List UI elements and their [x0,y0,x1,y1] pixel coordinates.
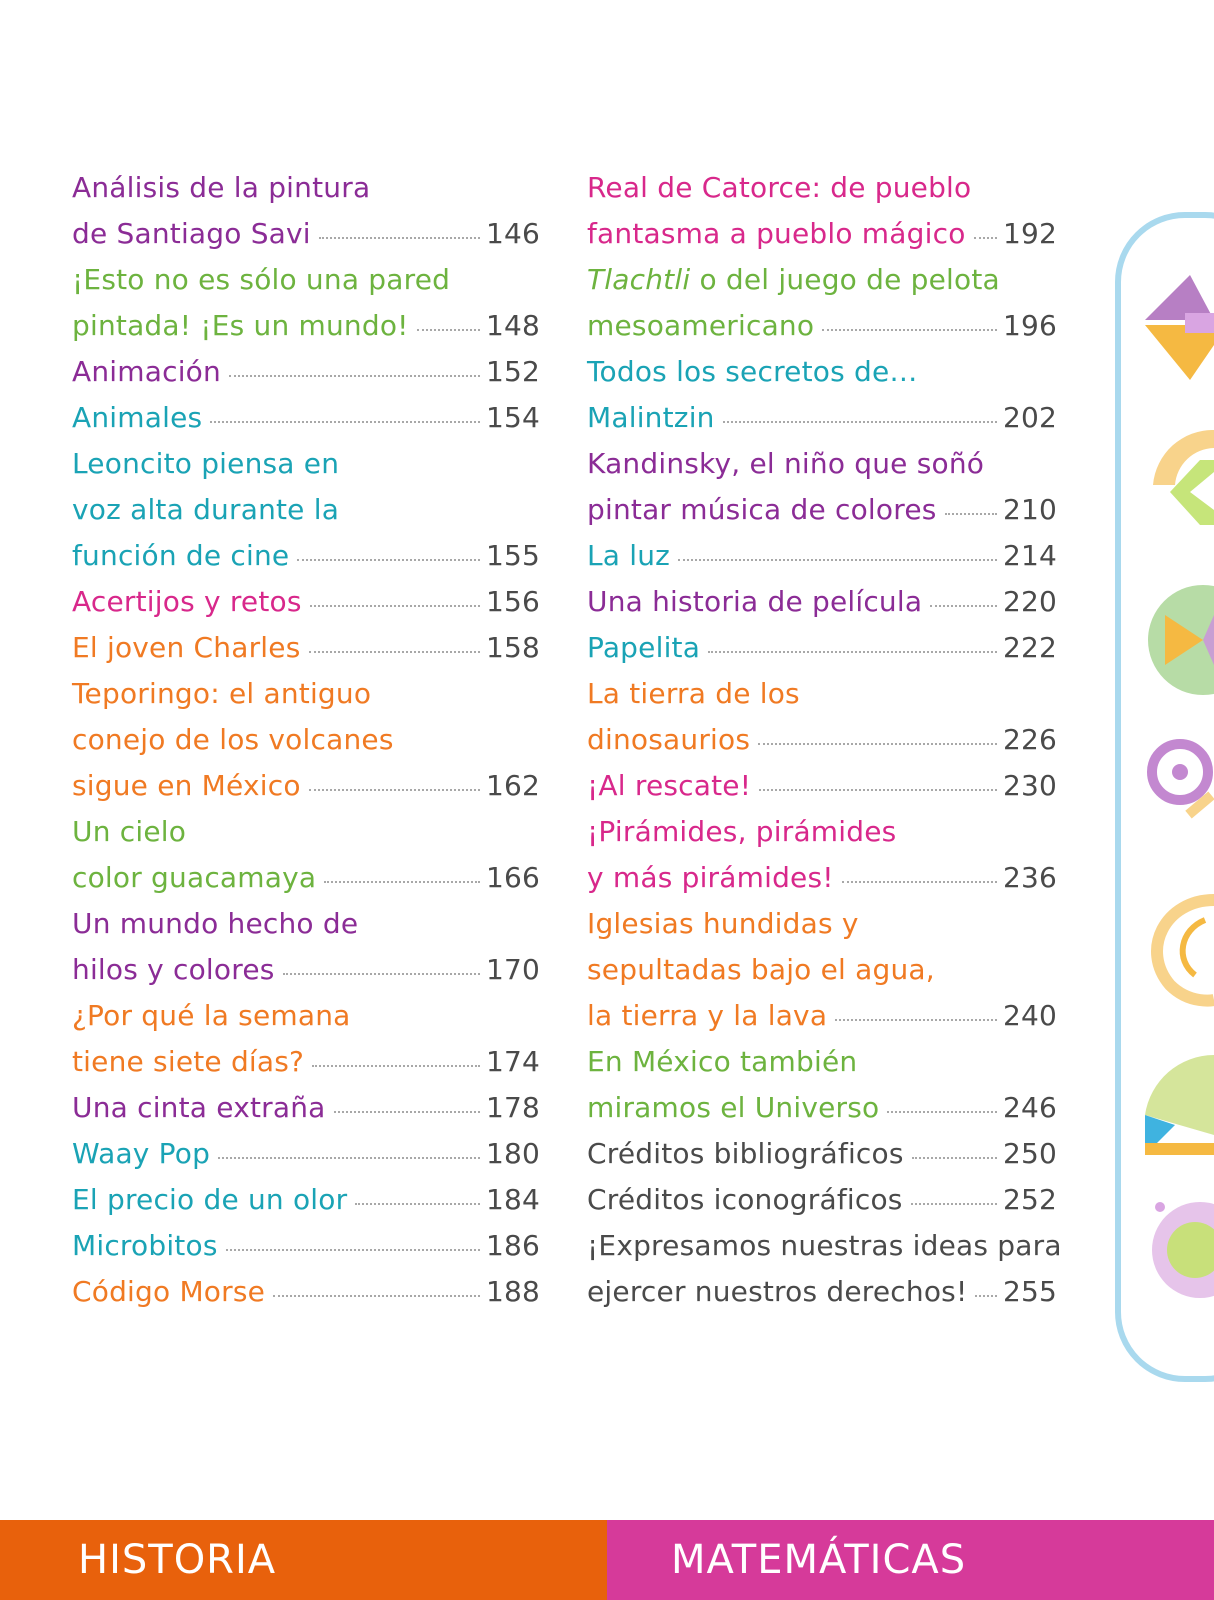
toc-entry-line [72,257,540,303]
dot-leader [723,421,997,423]
dot-leader [229,375,480,377]
toc-entry-title: Créditos iconográficos [587,1183,903,1216]
toc-entry-title: ¡Expresamos nuestras ideas para [587,1229,1062,1262]
toc-entry-title: mesoamericano [587,309,815,342]
toc-entry-title: dinosaurios [587,723,751,756]
toc-entry-line [72,763,540,809]
dot-leader [945,513,997,515]
footer-historia-label: HISTORIA [0,1520,607,1600]
toc-right-column [587,165,1062,1315]
dot-leader [309,789,480,791]
toc-entry-title: En México también [587,1045,858,1078]
toc-entry-title: Un cielo [72,815,187,848]
toc-entry-line [587,625,1057,671]
dot-leader [210,421,480,423]
toc-entry-line [72,993,540,1039]
toc-entry-line [72,441,540,487]
toc-entry-line [587,533,1057,579]
dot-leader [887,1111,997,1113]
toc-entry-line [587,1177,1057,1223]
toc-entry-line [72,165,540,211]
toc-page-number: 146 [485,217,540,250]
toc-entry-line [587,1039,1057,1085]
toc-entry-title: Análisis de la pintura [72,171,371,204]
dot-leader [974,237,997,239]
toc-page-number: 222 [1002,631,1057,664]
toc-page-number: 255 [1002,1275,1057,1308]
spiral-circle-icon [1145,730,1214,840]
dot-leader [226,1249,480,1251]
toc-entry-title: Animales [72,401,203,434]
toc-entry-line [587,1269,1057,1315]
toc-entry-title: Teporingo: el antiguo [72,677,372,710]
toc-page-number: 236 [1002,861,1057,894]
toc-entry-line [587,809,1057,855]
toc-page-number: 174 [485,1045,540,1078]
toc-page-number: 230 [1002,769,1057,802]
triangle-shapes-icon [1145,275,1214,385]
toc-entry-title: La tierra de los [587,677,800,710]
toc-entry-title: Iglesias hundidas y [587,907,859,940]
toc-entry-title-italic: Tlachtli [587,263,691,296]
toc-entry-line [72,579,540,625]
toc-entry-title: conejo de los volcanes [72,723,394,756]
dot-leader [309,651,480,653]
dot-leader [310,605,480,607]
toc-entry-line [587,947,1057,993]
dot-leader [312,1065,480,1067]
toc-entry-title: Malintzin [587,401,715,434]
toc-entry-title: ¿Por qué la semana [72,999,351,1032]
toc-entry-title: Créditos bibliográficos [587,1137,904,1170]
toc-entry-line [587,1131,1057,1177]
toc-entry-line [587,303,1057,349]
toc-entry-title: y más pirámides! [587,861,834,894]
toc-entry-line [72,1269,540,1315]
toc-entry-title: ejercer nuestros derechos! [587,1275,968,1308]
toc-page-number: 155 [485,539,540,572]
toc-page-number: 196 [1002,309,1057,342]
fan-icon [1145,1055,1214,1165]
toc-entry-title: Waay Pop [72,1137,211,1170]
toc-page-number: 220 [1002,585,1057,618]
dot-leader [835,1019,997,1021]
toc-entry-line [587,579,1057,625]
toc-page-number: 214 [1002,539,1057,572]
toc-page-number: 180 [485,1137,540,1170]
dot-leader [319,237,480,239]
toc-entry-title: El joven Charles [72,631,301,664]
toc-page-number: 154 [485,401,540,434]
toc-entry-line [587,1223,1062,1269]
toc-entry-line [72,947,540,993]
toc-entry-line [587,395,1057,441]
toc-entry-title: Kandinsky, el niño que soñó [587,447,985,480]
toc-page-number: 246 [1002,1091,1057,1124]
toc-entry-title: La luz [587,539,671,572]
dot-leader [283,973,480,975]
toc-entry-title: Todos los secretos de… [587,355,918,388]
toc-entry-title: Acertijos y retos [72,585,302,618]
dot-leader [417,329,480,331]
toc-entry-title: de Santiago Savi [72,217,311,250]
toc-entry-title: ¡Esto no es sólo una pared [72,263,451,296]
toc-entry-title: sepultadas bajo el agua, [587,953,935,986]
toc-entry-line [72,625,540,671]
toc-page-number: 184 [485,1183,540,1216]
toc-entry-line [587,349,1057,395]
toc-page-number: 192 [1002,217,1057,250]
dot-leader [930,605,997,607]
toc-entry-title: voz alta durante la [72,493,340,526]
toc-entry-line [72,211,540,257]
toc-entry-title: Una cinta extraña [72,1091,326,1124]
toc-entry-line [72,303,540,349]
section-footer [0,1520,1214,1600]
dot-leader [759,789,997,791]
toc-page-number: 252 [1002,1183,1057,1216]
toc-page-number: 170 [485,953,540,986]
toc-entry-line [72,1177,540,1223]
toc-entry-title: El precio de un olor [72,1183,348,1216]
dot-leader [324,881,480,883]
toc-entry-title: Animación [72,355,221,388]
toc-entry-title: ¡Al rescate! [587,769,752,802]
toc-entry-title: miramos el Universo [587,1091,880,1124]
toc-page-number: 148 [485,309,540,342]
toc-page-number: 202 [1002,401,1057,434]
dot-leader [355,1203,480,1205]
toc-page-number: 226 [1002,723,1057,756]
toc-entry-line [72,487,540,533]
toc-entry-line [72,717,540,763]
toc-entry-line [72,809,540,855]
toc-entry-title-rest: o del juego de pelota [699,263,1000,296]
toc-entry-line [587,855,1057,901]
toc-entry-title: Real de Catorce: de pueblo [587,171,972,204]
toc-entry-line [72,533,540,579]
toc-entry-line [72,1039,540,1085]
dot-leader [758,743,997,745]
dot-leader [297,559,480,561]
toc-entry-line [72,395,540,441]
toc-entry-line [587,763,1057,809]
toc-entry-line [587,671,1057,717]
toc-entry-title: ¡Pirámides, pirámides [587,815,897,848]
toc-entry-line [587,441,1057,487]
dot-leader [822,329,997,331]
toc-page-number: 188 [485,1275,540,1308]
toc-left-column [72,165,540,1315]
toc-entry-title: Leoncito piensa en [72,447,340,480]
toc-entry-line [587,211,1057,257]
toc-entry-line [72,671,540,717]
dot-leader [912,1157,997,1159]
toc-entry-title: hilos y colores [72,953,275,986]
toc-page-number: 250 [1002,1137,1057,1170]
toc-entry-line [72,1223,540,1269]
toc-entry-title: Microbitos [72,1229,218,1262]
toc-entry-line [587,257,1057,303]
hand-swirl-icon [1145,890,1214,1010]
toc-entry-line [72,1085,540,1131]
toc-entry-line [587,165,1057,211]
toc-page-number: 166 [485,861,540,894]
toc-entry-line [587,901,1057,947]
toc-entry-title: Código Morse [72,1275,266,1308]
toc-entry-line [587,1085,1057,1131]
toc-entry-title: Papelita [587,631,701,664]
dot-leader [842,881,997,883]
toc-entry-line [72,901,540,947]
toc-entry-title: tiene siete días? [72,1045,305,1078]
toc-entry-title: color guacamaya [72,861,317,894]
toc-entry-line [587,993,1057,1039]
toc-page-number: 158 [485,631,540,664]
toc-page-number: 178 [485,1091,540,1124]
toc-entry-title: sigue en México [72,769,301,802]
dot-leader [975,1295,997,1297]
toc-entry-title [587,257,1000,303]
toc-entry-title: fantasma a pueblo mágico [587,217,966,250]
toc-entry-line [72,349,540,395]
toc-entry-title: Una historia de película [587,585,923,618]
dot-leader [218,1157,480,1159]
dot-leader [273,1295,480,1297]
toc-entry-title: función de cine [72,539,290,572]
toc-entry-line [72,1131,540,1177]
ink-splash-icon [1145,1195,1214,1305]
envelope-triangles-icon [1145,585,1214,695]
dot-leader [334,1111,480,1113]
toc-entry-line [72,855,540,901]
dot-leader [708,651,997,653]
dot-leader [678,559,997,561]
toc-page-number: 186 [485,1229,540,1262]
toc-page-number: 162 [485,769,540,802]
toc-entry-title: Un mundo hecho de [72,907,359,940]
dot-leader [911,1203,997,1205]
footer-matematicas-label: MATEMÁTICAS [607,1520,1214,1600]
arc-chevron-icon [1145,430,1214,540]
toc-page-number: 152 [485,355,540,388]
toc-entry-title: la tierra y la lava [587,999,828,1032]
toc-entry-title: pintar música de colores [587,493,937,526]
toc-page-number: 156 [485,585,540,618]
toc-entry-title: pintada! ¡Es un mundo! [72,309,409,342]
toc-entry-line [587,487,1057,533]
toc-entry-line [587,717,1057,763]
toc-page-number: 240 [1002,999,1057,1032]
toc-page-number: 210 [1002,493,1057,526]
